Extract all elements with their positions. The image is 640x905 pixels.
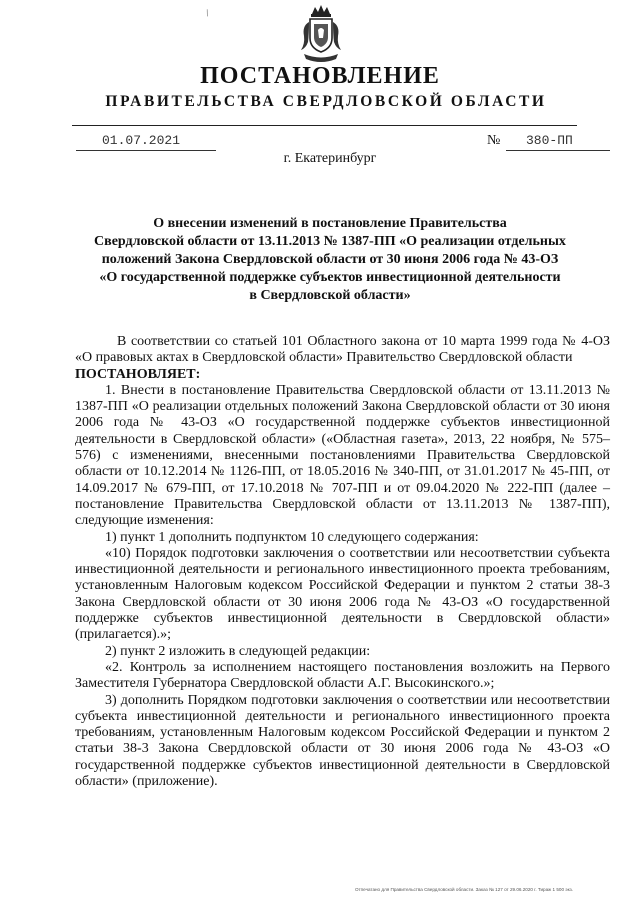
subitem-3-paragraph: 3) дополнить Порядком подготовки заключения о соответствии или несоответствии субъекта инвестиционной деятельности и регионального инвестиционного проекта требованиям, установленным Налоговым кодексом Российской Федерации и пунктом 2 статьи 38-3 Закона Свердловской области от 30 июня 2006 года № 43-ОЗ «О государственной поддержке субъектов инвестиционной деятельности в Свердловской области» (приложение). [75,692,610,790]
subject-line: Свердловской области от 13.11.2013 № 1387-ПП «О реализации отдельных [94,234,566,249]
resolves-heading: ПОСТАНОВЛЯЕТ: [75,366,201,382]
subitem-1-paragraph: 1) пункт 1 дополнить подпунктом 10 следующего содержания: [105,529,479,545]
stamp-mark: / [204,7,211,20]
print-footer: Отпечатано для Правительства Свердловской области. Заказ № 127 от 29.06.2020 г. Тираж 1 500 экз. [355,887,574,892]
subitem-2-paragraph: 2) пункт 2 изложить в следующей редакции: [105,643,371,659]
subject-line: «О государственной поддержке субъектов инвестиционной деятельности [99,270,561,285]
sverdlovsk-coat-of-arms-icon [296,4,346,66]
document-subject [70,215,590,305]
document-title: ПОСТАНОВЛЕНИЕ [200,63,440,89]
city: г. Екатеринбург [283,151,377,166]
document-date: 01.07.2021 [76,133,216,151]
preamble-paragraph: В соответствии со статьей 101 Областного закона от 10 марта 1999 года № 4-ОЗ «О правовых актах в Свердловской области» Правительство Свердловской области [75,334,610,366]
header-divider [72,125,577,126]
document-number: 380-ПП [506,133,610,151]
subitem-2-text: «2. Контроль за исполнением настоящего постановления возложить на Первого Заместителя Губернатора Свердловской области А.Г. Высокинского.»; [75,659,610,692]
subitem-1-text: «10) Порядок подготовки заключения о соответствии или несоответствии субъекта инвестиционной деятельности и регионального инвестиционного проекта требованиям, установленным Налоговым кодексом Российской Федерации и пунктом 2 статьи 38-3 Закона Свердловской области от 30 июня 2006 года № 43-ОЗ «О государственной поддержке субъектов инвестиционной деятельности в Свердловской области» (прилагается).»; [75,545,610,643]
subject-line: О внесении изменений в постановление Правительства [153,216,507,231]
document-issuer: ПРАВИТЕЛЬСТВА СВЕРДЛОВСКОЙ ОБЛАСТИ [105,93,547,110]
number-label: № [487,133,501,148]
subject-line: положений Закона Свердловской области от 30 июня 2006 года № 43-ОЗ [101,252,559,267]
item-1-paragraph: 1. Внести в постановление Правительства Свердловской области от 13.11.2013 № 1387-ПП «О реализации отдельных положений Закона Свердловской области от 30 июня 2006 года № 43-ОЗ «О государственной поддержке субъектов инвестиционной деятельности в Свердловской области» («Областная газета», 2013, 22 ноября, № 575–576) с изменениями, внесенными постановлениями Правительства Свердловской области от 10.12.2014 № 1126-ПП, от 18.05.2016 № 340-ПП, от 31.01.2017 № 45-ПП, от 14.09.2017 № 679-ПП, от 17.10.2018 № 707-ПП и от 09.04.2020 № 222-ПП (далее – постановление Правительства Свердловской области от 13.11.2013 № 1387-ПП), следующие изменения: [75,382,610,529]
subject-line: в Свердловской области» [249,288,411,303]
document-body [75,334,610,790]
